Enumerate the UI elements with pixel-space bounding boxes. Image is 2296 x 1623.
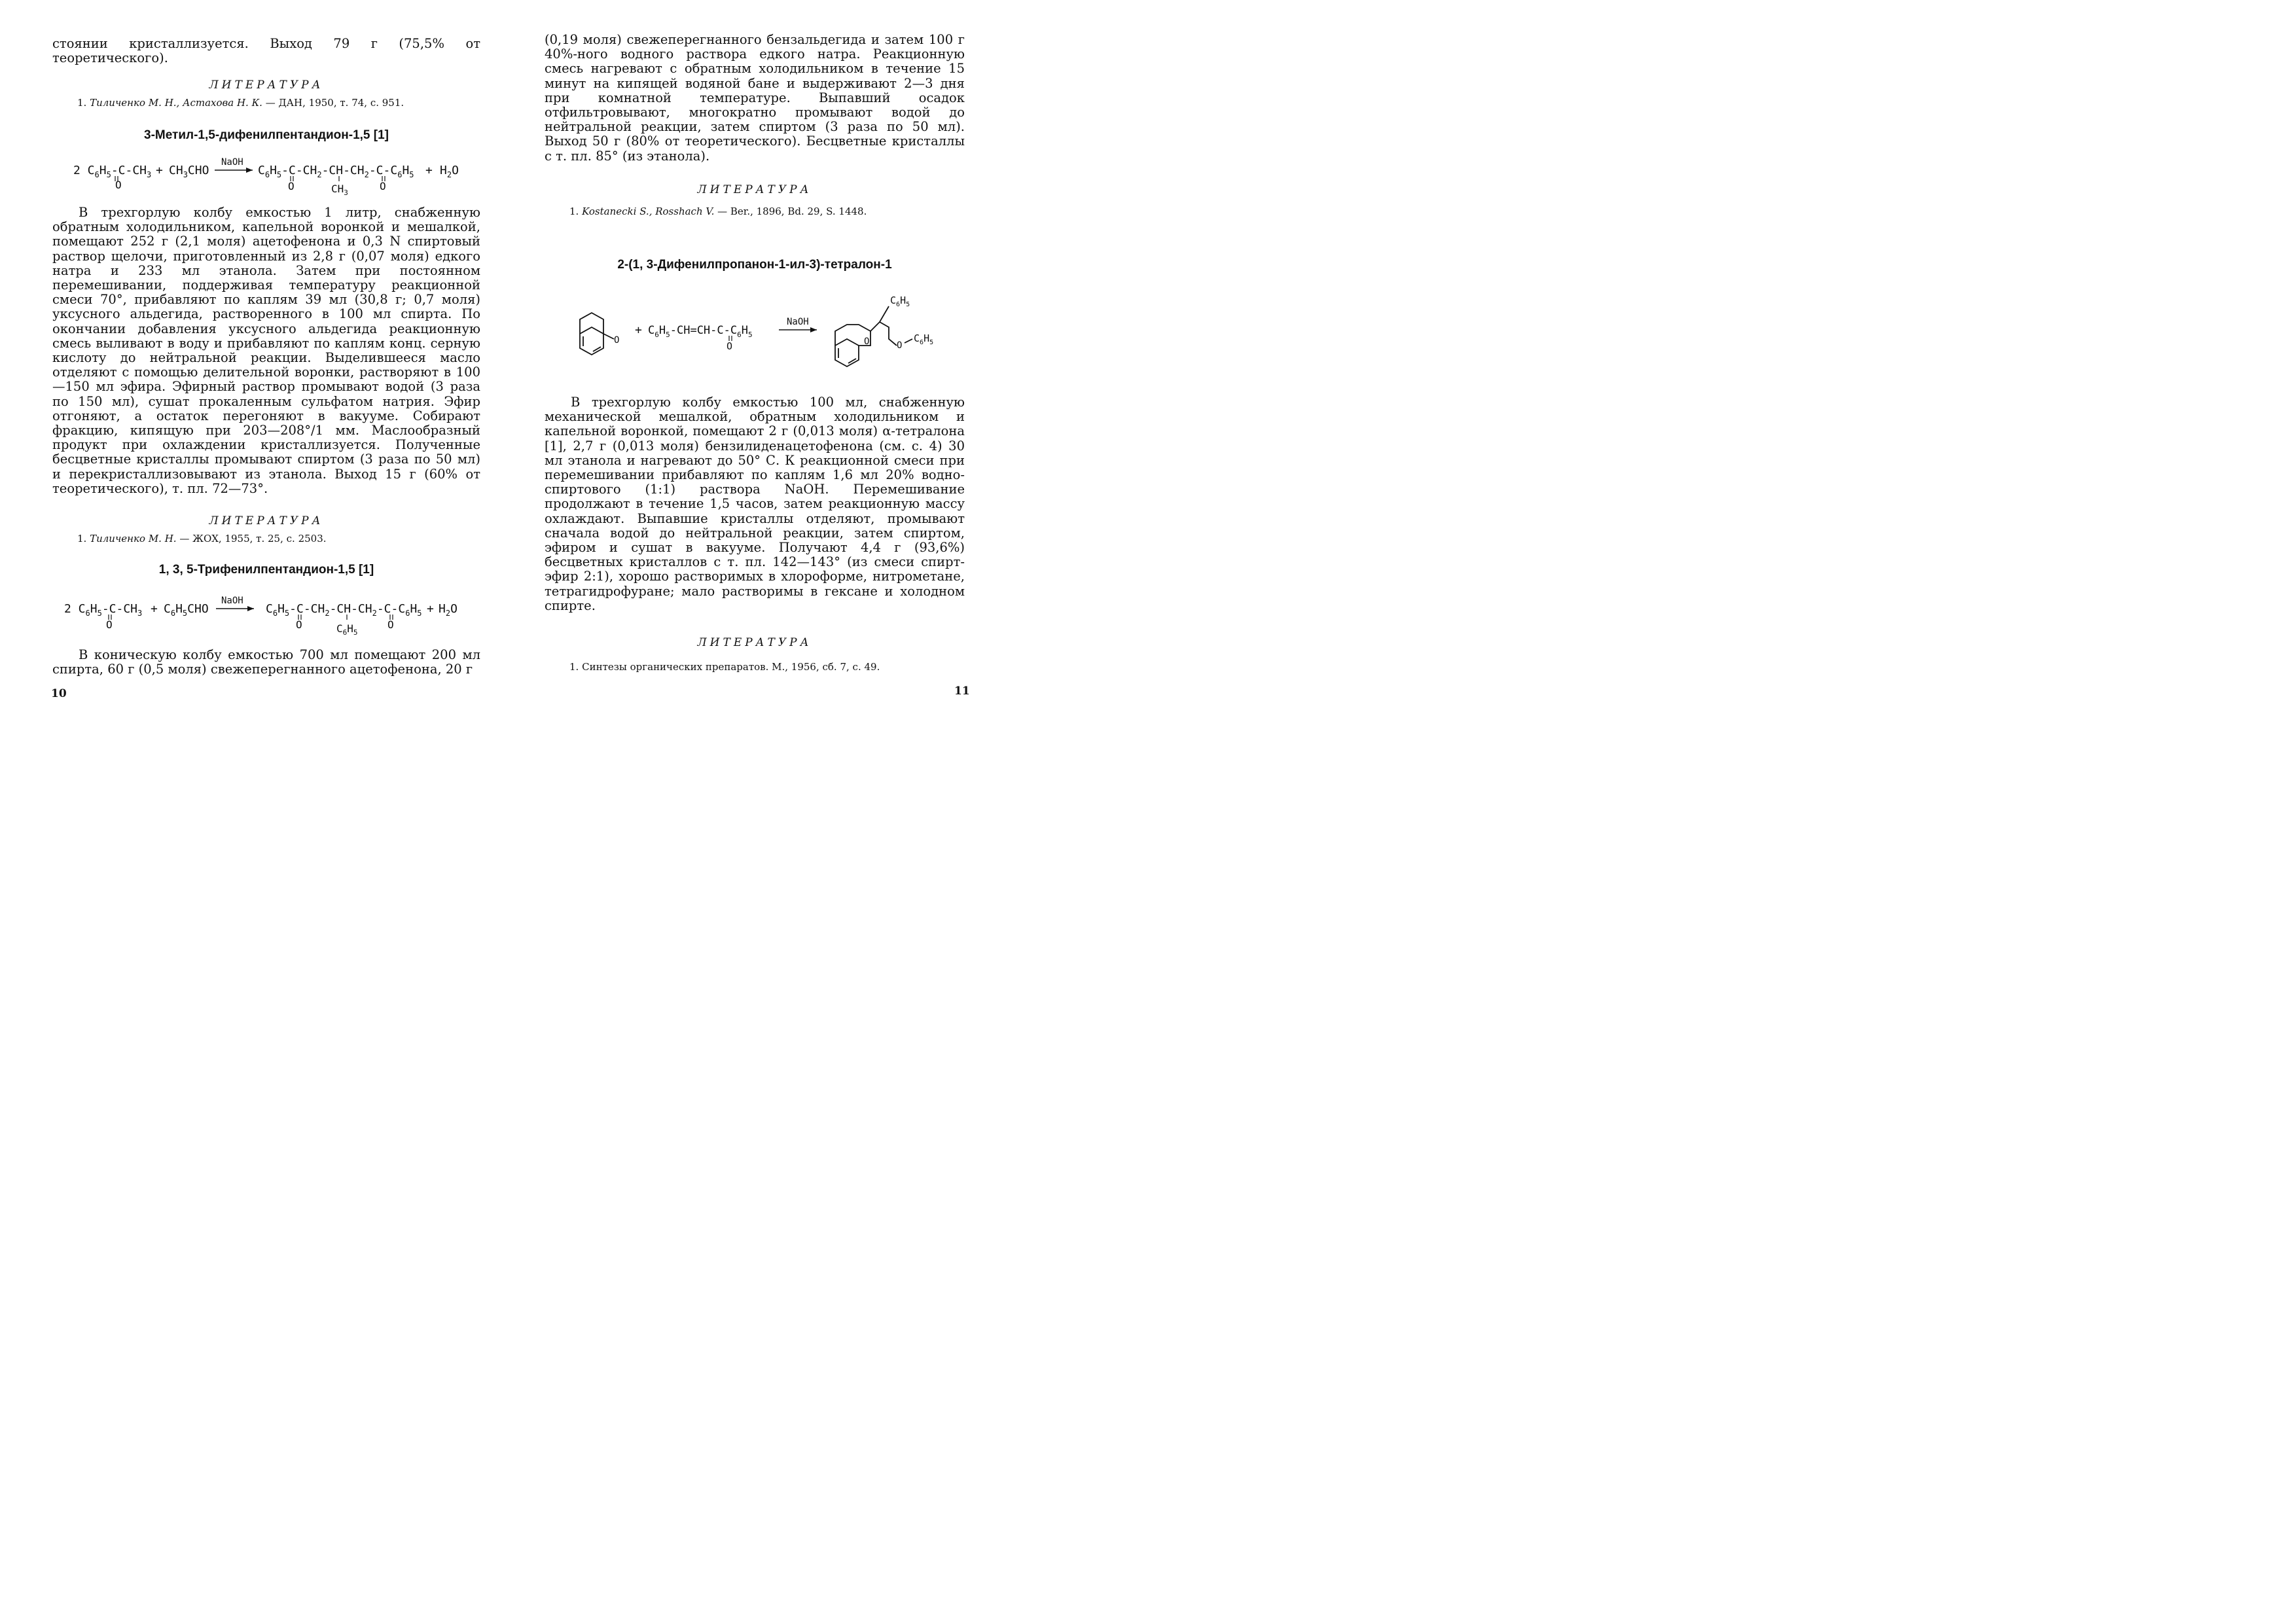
scheme1-o1: O	[115, 179, 122, 191]
scheme1-plus2: +	[425, 164, 433, 177]
scheme1-reagent2: $CH_3CHO$	[169, 164, 209, 179]
section-title: 2-(1, 3-Дифенилпропанон-1-ил-3)-тетралон-1	[617, 258, 892, 272]
ref-number: 1.	[569, 205, 579, 217]
right-section-title-wrap	[545, 258, 965, 272]
scheme1-product: $C_6H_5-C-CH_2-CH-CH_2-C-C_6H_5$	[258, 164, 414, 179]
saturated-ring	[580, 313, 603, 334]
section2-body	[52, 648, 480, 677]
left-page	[0, 0, 513, 724]
section-title: 1, 3, 5-Трифенилпентандион-1,5 [1]	[158, 563, 374, 577]
scheme2-plus1: +	[151, 602, 158, 616]
carbonyl-bond	[603, 334, 614, 339]
section-title-wrap	[52, 128, 480, 143]
section2-title-wrap	[52, 563, 480, 577]
literature-heading: ЛИТЕРАТУРА	[209, 79, 324, 92]
ref-authors: Kostanecki S., Rosshach V.	[582, 205, 715, 217]
scheme1-catalyst: NaOH	[221, 157, 243, 168]
right-page	[513, 0, 1026, 724]
section1-paragraph: В трехгорлую колбу емкостью 1 литр, снабженную обратным холодильником, капельной воронкой и мешалкой, помещают 252 г (2,1 моля) ацетофенона и 0,3 N спиртовый раствор щелочи, приготовленный из 2,8 г (0,07 моля) едкого натра и 233 мл этанола. Затем при постоянном перемешивании, поддерживая температуру реакционной смеси 70°, прибавляют по каплям 39 мл (30,8 г; 0,7 моля) уксусного альдегида, растворенного в 100 мл спирта. По окончании добавления уксусного альдегида реакционную смесь выливают в воду и прибавляют по каплям конц. серную кислоту до нейтральной реакции. Выделившееся масло отделяют с помощью делительной воронки, растворяют в 100—150 мл эфира. Эфирный раствор промывают водой (3 раза по 150 мл), сушат прокаленным сульфатом натрия. Эфир отгоняют, а остаток перегоняют в вакууме. Собирают фракцию, кипящую при 203—208°/1 мм. Маслообразный продукт при охлаждении кристаллизуется. Полученные бесцветные кристаллы промывают спиртом (3 раза по 50 мл) и перекристаллизовывают из этанола. Выход 15 г (60% от теоретического), т. пл. 72—73°.	[52, 205, 480, 496]
product-tail: $C_6H_5$	[914, 332, 934, 346]
left-literature-2	[52, 514, 480, 544]
reaction-scheme-3	[565, 287, 984, 378]
ref-number: 1.	[77, 97, 87, 109]
literature-heading: ЛИТЕРАТУРА	[209, 514, 324, 527]
literature-heading: ЛИТЕРАТУРА	[697, 636, 812, 649]
scheme1-reagent1: 2 $C_6H_5-C-CH_3$	[73, 164, 152, 179]
literature-reference	[52, 97, 480, 109]
scheme3-plus: +	[635, 323, 642, 337]
scheme3-catalyst: NaOH	[787, 317, 809, 327]
product-structure	[835, 306, 912, 366]
literature-reference	[52, 533, 480, 544]
scheme2-reagent2: $C_6H_5CHO$	[164, 602, 209, 618]
section-title: 3-Метил-1,5-дифенилпентандион-1,5 [1]	[144, 128, 389, 142]
scheme1-o2: O	[288, 180, 295, 192]
scheme3-o: O	[726, 340, 733, 352]
scheme3-arrow-head	[810, 327, 817, 332]
reaction-scheme-1	[72, 152, 471, 198]
right-section-body	[545, 395, 965, 613]
scheme2-o3: O	[387, 618, 394, 631]
ketone-bond	[905, 339, 912, 343]
literature-reference	[545, 661, 965, 673]
scheme1-ch3: $CH_3$	[331, 183, 348, 197]
section-paragraph: В трехгорлую колбу емкостью 100 мл, снабженную механической мешалкой, обратным холодильником и капельной воронкой, помещают 2 г (0,013 моля) α-тетралона [1], 2,7 г (0,013 моля) бензилиденацетофенона (см. с. 4) 30 мл этанола и нагревают до 50° С. К реакционной смеси при перемешивании прибавляют по каплям 1,6 мл 20% водно-спиртового (1:1) раствора NaOH. Перемешивание продолжают в течение 1,5 часов, затем реакционную массу охлаждают. Выпавшие кристаллы отделяют, промывают сначала водой до нейтральной реакции, затем спиртом, эфиром и сушат в вакууме. Получают 4,4 г (93,6%) бесцветных кристаллов с т. пл. 142—143° (из смеси спирт-эфир 2:1), хорошо растворимых в хлороформе, нитрометане, тетрагидрофуране; мало растворимы в гексане и холодном спирте.	[545, 395, 965, 613]
scheme2-plus2: +	[427, 602, 434, 616]
scheme2-reagent1: 2 $C_6H_5-C-CH_3$	[64, 602, 143, 618]
side-chain	[880, 322, 897, 346]
tetralone-o: O	[614, 335, 620, 346]
ref-authors: Тиличенко М. Н., Астахова Н. К.	[90, 97, 262, 109]
ref-text: Синтезы органических препаратов. М., 1956, сб. 7, с. 49.	[582, 661, 880, 673]
tetralone-structure	[580, 313, 614, 355]
scheme1-plus1: +	[156, 164, 163, 177]
page-number: 11	[954, 685, 970, 698]
product-o2: O	[897, 340, 903, 351]
ref-number: 1.	[569, 661, 579, 673]
left-continuation	[52, 37, 480, 65]
ref-source: — Ber., 1896, Bd. 29, S. 1448.	[714, 205, 867, 217]
right-continuation	[545, 33, 965, 164]
product-phenyl: $C_6H_5$	[890, 294, 910, 308]
ref-source: — ДАН, 1950, т. 74, с. 951.	[262, 97, 404, 109]
left-literature-1	[52, 79, 480, 109]
ref-authors: Тиличенко М. Н.	[90, 533, 177, 544]
scheme2-o1: O	[106, 618, 113, 631]
scheme3-reagent2: $C_6H_5-CH=CH-C-C_6H_5$	[648, 324, 753, 339]
continuation-text: стоянии кристаллизуется. Выход 79 г (75,5% от теоретического).	[52, 36, 480, 66]
product-o1: O	[864, 336, 870, 347]
right-literature-1	[545, 183, 965, 217]
scheme1-arrow-head	[246, 168, 253, 173]
right-literature-2	[545, 636, 965, 673]
scheme1-byproduct: $H_2O$	[440, 164, 459, 179]
literature-heading: ЛИТЕРАТУРА	[697, 183, 812, 196]
ref-source: — ЖОХ, 1955, т. 25, с. 2503.	[176, 533, 327, 544]
scheme2-catalyst: NaOH	[221, 596, 243, 606]
scheme2-arrow-head	[247, 606, 254, 611]
scheme2-phenyl: $C_6H_5$	[336, 622, 358, 637]
scheme2-byproduct: $H_2O$	[439, 602, 457, 618]
scheme1-o3: O	[380, 180, 386, 192]
scheme2-product: $C_6H_5-C-CH_2-CH-CH_2-C-C_6H_5$	[266, 602, 422, 618]
literature-reference	[545, 205, 965, 217]
side-chain	[870, 306, 889, 331]
section1-body	[52, 205, 480, 496]
scheme2-o2: O	[296, 618, 302, 631]
continuation-text: (0,19 моля) свежеперегнанного бензальдегида и затем 100 г 40%-ного водного раствора едкого натра. Реакционную смесь нагревают с обратным холодильником в течение 15 минут на кипящей водяной бане и выдерживают 2—3 дня при комнатной температуре. Выпавший осадок отфильтровывают, многократно промывают водой до нейтральной реакции, затем спиртом (3 раза по 50 мл). Выход 50 г (80% от теоретического). Бесцветные кристаллы с т. пл. 85° (из этанола).	[545, 32, 965, 164]
reaction-scheme-2	[63, 590, 469, 639]
section2-paragraph: В коническую колбу емкостью 700 мл помещают 200 мл спирта, 60 г (0,5 моля) свежеперегнанного ацетофенона, 20 г	[52, 647, 480, 677]
page-number: 10	[51, 687, 67, 700]
ref-number: 1.	[77, 533, 87, 544]
